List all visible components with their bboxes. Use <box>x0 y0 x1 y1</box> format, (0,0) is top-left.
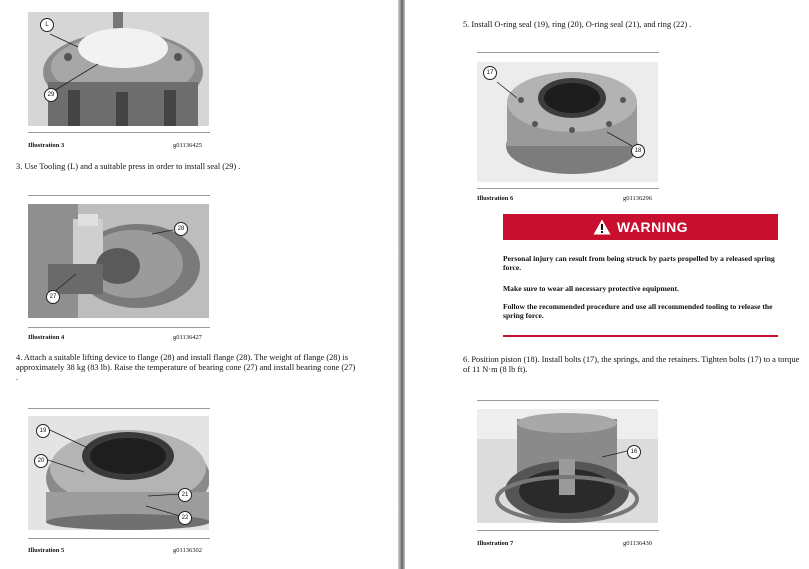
left-page <box>0 0 398 569</box>
figure-rule <box>28 538 210 539</box>
illustration-5-code: g01136302 <box>173 547 203 554</box>
warning-line-2: Make sure to wear all necessary protective equipment. <box>503 284 679 293</box>
callout-28: 28 <box>174 222 188 236</box>
warning-title: WARNING <box>616 219 689 235</box>
illustration-6-code: g01136296 <box>623 195 653 202</box>
figure-rule <box>28 408 210 409</box>
callout-21: 21 <box>178 488 192 502</box>
step-4-text: 4. Attach a suitable lifting device to flange (28) and install flange (28). The weight of flange (28) is approximately 38 kg (83 lb). Raise the temperature of bearing cone (27) and install bearing cone (27) . <box>16 353 356 382</box>
callout-29: 29 <box>44 88 58 102</box>
warning-triangle-icon <box>593 219 611 235</box>
step-5-text: 5. Install O-ring seal (19), ring (20), O-ring seal (21), and ring (22) . <box>463 20 692 29</box>
figure-rule <box>28 195 210 196</box>
callout-27: 27 <box>46 290 60 304</box>
illustration-4-photo <box>28 204 209 318</box>
figure-rule <box>28 327 210 328</box>
figure-rule <box>477 400 659 401</box>
illustration-4-caption: Illustration 4 <box>28 334 65 341</box>
warning-banner <box>503 214 778 240</box>
step-6-text: 6. Position piston (18). Install bolts (17), the springs, and the retainers. Tighten bolts (17) to a torque of 11 N·m (8 lb ft). <box>463 355 800 374</box>
figure-rule <box>477 530 659 531</box>
callout-22: 22 <box>178 511 192 525</box>
illustration-6-caption: Illustration 6 <box>477 195 514 202</box>
warning-bottom-rule <box>503 335 778 337</box>
figure-rule <box>477 188 659 189</box>
warning-line-1: Personal injury can result from being struck by parts propelled by a released spring force. <box>503 254 775 272</box>
callout-20: 20 <box>34 454 48 468</box>
callout-L: L <box>40 18 54 32</box>
illustration-5-caption: Illustration 5 <box>28 547 65 554</box>
callout-17: 17 <box>483 66 497 80</box>
figure-rule <box>28 132 210 133</box>
illustration-7-photo <box>477 409 658 523</box>
callout-18: 18 <box>631 144 645 158</box>
right-page <box>405 0 809 569</box>
illustration-3-caption: Illustration 3 <box>28 142 65 149</box>
illustration-7-caption: Illustration 7 <box>477 540 514 547</box>
illustration-5-photo <box>28 416 209 530</box>
illustration-6-photo <box>477 62 658 182</box>
callout-16: 16 <box>627 445 641 459</box>
callout-19: 19 <box>36 424 50 438</box>
step-3-text: 3. Use Tooling (L) and a suitable press in order to install seal (29) . <box>16 162 241 171</box>
illustration-3-photo <box>28 12 209 126</box>
illustration-4-code: g01136427 <box>173 334 203 341</box>
figure-rule <box>477 52 659 53</box>
page-gutter <box>398 0 405 569</box>
warning-line-3: Follow the recommended procedure and use all recommended tooling to release the spring force. <box>503 302 773 320</box>
illustration-3-code: g01136425 <box>173 142 203 149</box>
illustration-7-code: g01136430 <box>623 540 653 547</box>
